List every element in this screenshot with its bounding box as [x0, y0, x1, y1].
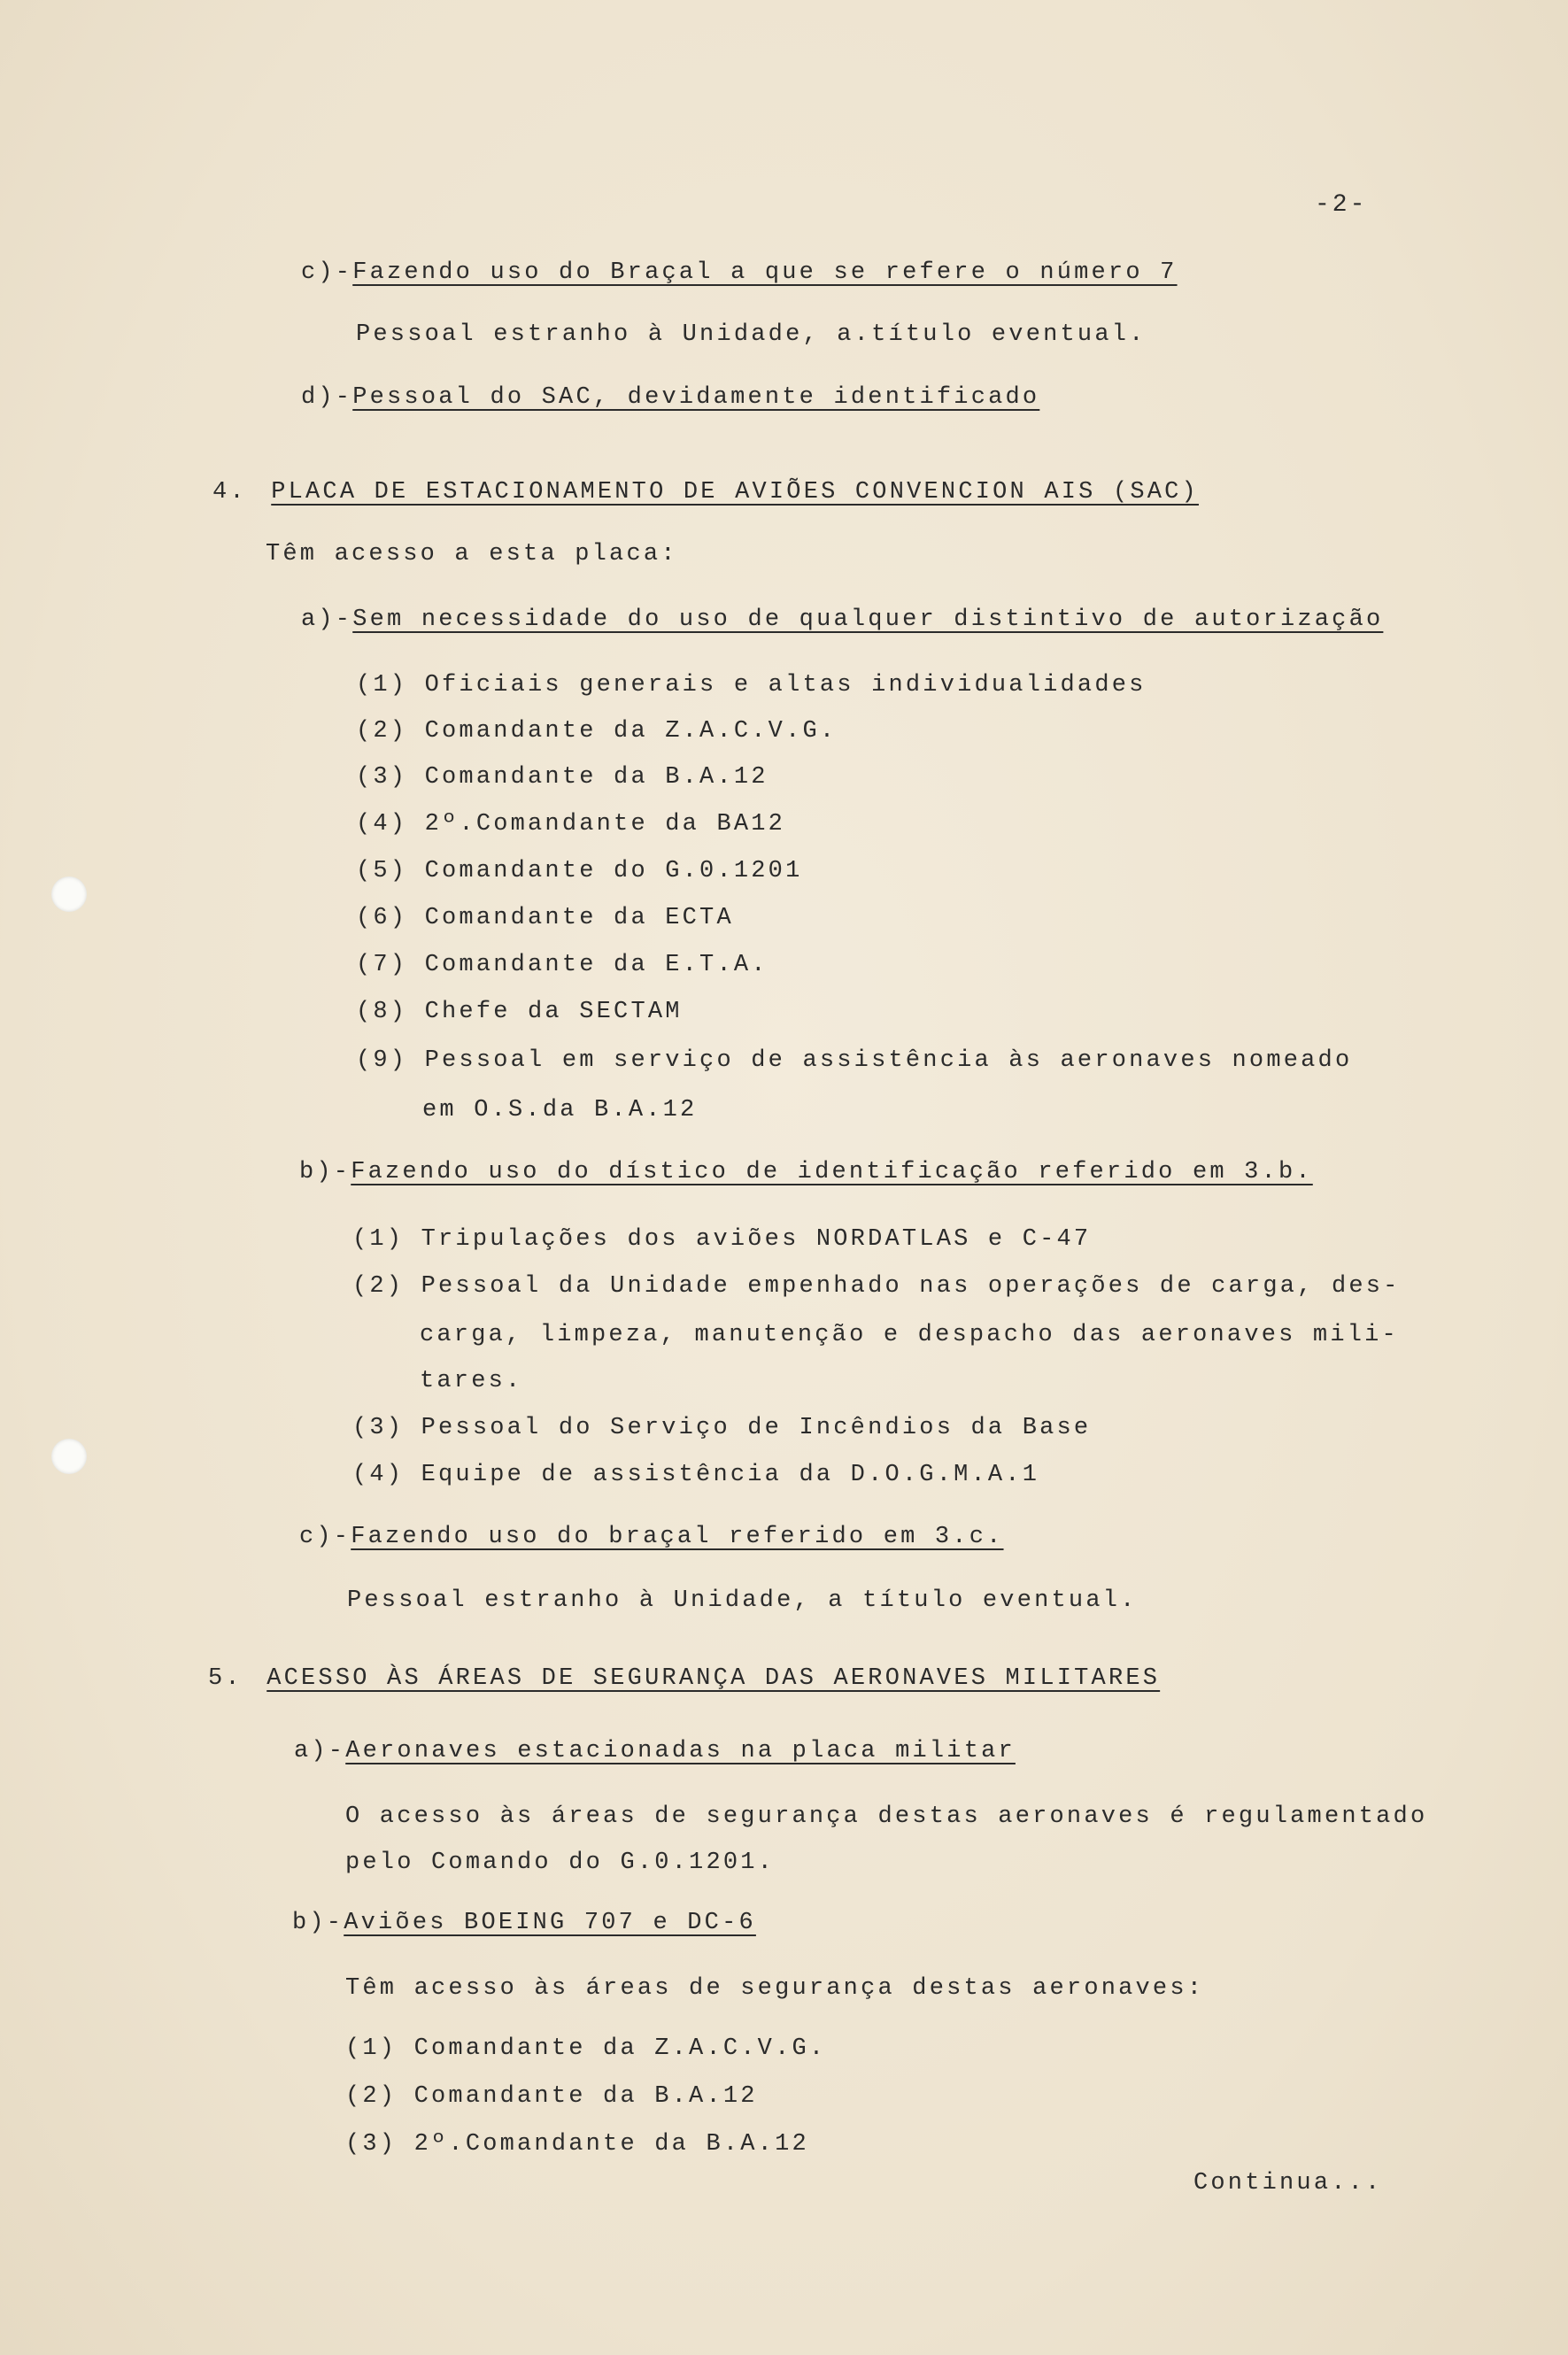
item-a-line	[301, 606, 1383, 634]
section-title: ACESSO ÀS ÁREAS DE SEGURANÇA DAS AERONAVES MILITARES	[266, 1665, 1161, 1692]
item-label: a)-	[294, 1738, 346, 1764]
item-heading: Fazendo uso do Braçal a que se refere o número 7	[352, 259, 1178, 286]
item-heading: Aeronaves estacionadas na placa militar	[345, 1738, 1016, 1764]
list-item: (2) Comandante da B.A.12	[345, 2083, 758, 2110]
item-text: O acesso às áreas de segurança destas aeronaves é regulamentado	[345, 1803, 1428, 1830]
item-text: Pessoal estranho à Unidade, a.título eventual.	[356, 321, 1147, 348]
item-label: c)-	[301, 259, 353, 286]
item-heading: Sem necessidade do uso de qualquer distintivo de autorização	[352, 606, 1384, 633]
list-item: (4) 2º.Comandante da BA12	[356, 811, 786, 838]
list-item: (1) Oficiais generais e altas individualidades	[356, 672, 1147, 699]
item-5b-line	[292, 1909, 756, 1937]
item-intro: Têm acesso às áreas de segurança destas aeronaves:	[345, 1975, 1205, 2002]
list-item: (9) Pessoal em serviço de assistência às aeronaves nomeado	[356, 1047, 1353, 1074]
list-item: (3) Pessoal do Serviço de Incêndios da Base	[352, 1415, 1092, 1441]
item-d-line	[301, 383, 1039, 412]
section-number: 4.	[212, 479, 247, 506]
item-label: b)-	[299, 1159, 351, 1185]
list-item: (1) Tripulações dos aviões NORDATLAS e C-47	[352, 1226, 1092, 1253]
list-item: (5) Comandante do G.0.1201	[356, 858, 803, 884]
list-item: (2) Comandante da Z.A.C.V.G.	[356, 718, 838, 745]
section-4-title-line	[212, 478, 1199, 506]
item-label: d)-	[301, 384, 353, 411]
item-c-line	[301, 259, 1178, 287]
punch-hole-bottom	[51, 1439, 87, 1474]
list-item-continuation: em O.S.da B.A.12	[422, 1097, 698, 1123]
section-intro: Têm acesso a esta placa:	[266, 541, 678, 568]
section-title: PLACA DE ESTACIONAMENTO DE AVIÕES CONVENCION AIS (SAC)	[271, 479, 1199, 506]
item-b-line	[299, 1158, 1313, 1186]
list-item: (4) Equipe de assistência da D.O.G.M.A.1	[352, 1462, 1040, 1488]
list-item-continuation: tares.	[420, 1368, 523, 1394]
item-heading: Pessoal do SAC, devidamente identificado	[352, 384, 1040, 411]
item-5a-line	[294, 1737, 1016, 1765]
item-heading: Aviões BOEING 707 e DC-6	[344, 1910, 756, 1936]
section-number: 5.	[208, 1665, 243, 1692]
item-text: Pessoal estranho à Unidade, a título eventual.	[347, 1587, 1138, 1614]
section-5-title-line	[208, 1664, 1160, 1693]
list-item: (3) Comandante da B.A.12	[356, 764, 769, 791]
page-number: -2-	[1315, 191, 1368, 219]
item-heading: Fazendo uso do dístico de identificação referido em 3.b.	[351, 1159, 1313, 1185]
item-c2-line	[299, 1523, 1004, 1551]
item-label: a)-	[301, 606, 353, 633]
list-item: (6) Comandante da ECTA	[356, 905, 734, 931]
list-item: (3) 2º.Comandante da B.A.12	[345, 2131, 809, 2158]
list-item: (8) Chefe da SECTAM	[356, 999, 683, 1025]
continuation-note: Continua...	[1193, 2170, 1383, 2197]
item-label: b)-	[292, 1910, 344, 1936]
item-label: c)-	[299, 1524, 351, 1550]
item-heading: Fazendo uso do braçal referido em 3.c.	[351, 1524, 1004, 1550]
list-item: (1) Comandante da Z.A.C.V.G.	[345, 2035, 827, 2062]
item-text: pelo Comando do G.0.1201.	[345, 1849, 776, 1876]
list-item: (2) Pessoal da Unidade empenhado nas operações de carga, des-	[352, 1273, 1401, 1300]
list-item: (7) Comandante da E.T.A.	[356, 952, 769, 978]
punch-hole-top	[51, 876, 87, 912]
list-item-continuation: carga, limpeza, manutenção e despacho das aeronaves mili-	[420, 1322, 1399, 1348]
